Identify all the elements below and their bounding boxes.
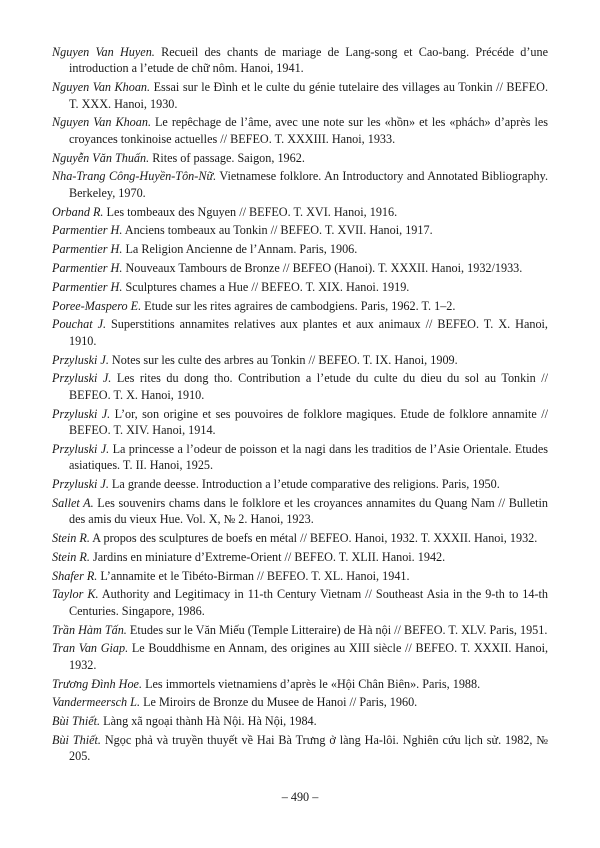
bibliography-entry [52, 168, 548, 201]
entry-text: L’or, son origine et ses pouvoires de folklore magiques. Etude de folklore annamite // BEFEO. T. XIV. Hanoi, 1914. [69, 406, 548, 437]
entry-text: Notes sur les culte des arbres au Tonkin // BEFEO. T. IX. Hanoi, 1909. [108, 352, 458, 367]
entry-author: Przyluski J. [52, 477, 109, 491]
bibliography-entry [52, 694, 548, 710]
entry-text: Les rites du dong tho. Contribution a l’etude du culte du dieu du sol au Tonkin // BEFEO. T. X. Hanoi, 1910. [69, 371, 548, 402]
entry-text: Etudes sur le Văn Miếu (Temple Litteraire) de Hà nội // BEFEO. T. XLV. Paris, 1951. [126, 622, 548, 637]
entry-author: Bùi Thiết. [52, 714, 101, 729]
entry-text: Superstitions annamites relatives aux plantes et aux animaux // BEFEO. T. X. Hanoi, 1910. [69, 317, 548, 348]
bibliography-list [52, 44, 548, 767]
entry-author: Nguyễn Văn Thuấn. [52, 150, 150, 165]
bibliography-entry [52, 568, 548, 584]
entry-text: Le repêchage de l’âme, avec une note sur les «hồn» et les «phách» d’après les croyances tonkinoise actuelles // BEFEO. T. XXXIII. Hanoi, 1933. [69, 115, 548, 146]
entry-text: Vietnamese folklore. An Introductory and Annotated Bibliography. Berkeley, 1970. [69, 169, 549, 200]
entry-author: Nguyen Van Khoan. [52, 115, 152, 130]
entry-text: Ngọc phả và truyền thuyết về Hai Bà Trưng ở làng Ha-lôi. Nghiên cứu lịch sử. 1982, № 205. [69, 732, 548, 764]
bibliography-entry [52, 44, 548, 77]
bibliography-entry [52, 79, 548, 112]
entry-author: Nguyen Van Khoan. [52, 80, 151, 95]
entry-text: Le Miroirs de Bronze du Musee de Hanoi // Paris, 1960. [140, 695, 418, 710]
bibliography-entry [52, 586, 548, 619]
entry-author: Parmentier H. [52, 279, 123, 294]
entry-text: Etude sur les rites agraires de cambodgiens. Paris, 1962. T. 1–2. [141, 298, 456, 313]
bibliography-entry [52, 150, 548, 166]
entry-author: Vandermeersch L. [52, 695, 141, 710]
bibliography-entry [52, 441, 548, 474]
entry-author: Przyluski J. [52, 352, 109, 367]
bibliography-entry [52, 260, 548, 276]
page-number: – 490 – [281, 790, 319, 804]
entry-text: Rites of passage. Saigon, 1962. [149, 150, 305, 165]
entry-author: Shafer R. [52, 568, 98, 583]
bibliography-entry [52, 316, 548, 349]
bibliography-entry [52, 352, 548, 368]
entry-text: Essai sur le Đình et le culte du génie tutelaire des villages au Tonkin // BEFEO. T. XXX. Hanoi, 1930. [69, 80, 548, 111]
entry-text: Anciens tombeaux au Tonkin // BEFEO. T. XVII. Hanoi, 1917. [122, 223, 433, 238]
entry-author: Przyluski J. [52, 406, 111, 421]
entry-author: Parmentier H. [52, 223, 123, 238]
entry-text: A propos des sculptures de boefs en métal // BEFEO. Hanoi, 1932. T. XXXII. Hanoi, 1932. [89, 531, 538, 545]
bibliography-entry [52, 279, 548, 295]
bibliography-entry [52, 114, 548, 147]
entry-text: Jardins en miniature d’Extreme-Orient // BEFEO. T. XLII. Hanoi. 1942. [89, 549, 446, 564]
bibliography-entry [52, 530, 548, 546]
entry-author: Nha-Trang Công-Huyền-Tôn-Nữ. [52, 169, 217, 184]
entry-author: Stein R. [52, 549, 90, 564]
bibliography-entry [52, 495, 548, 528]
bibliography-entry [52, 732, 548, 765]
entry-text: Sculptures chames a Hue // BEFEO. T. XIX. Hanoi. 1919. [122, 279, 410, 294]
entry-text: L’annamite et le Tibéto-Birman // BEFEO. T. XL. Hanoi, 1941. [97, 568, 410, 583]
bibliography-entry [52, 622, 548, 638]
entry-text: Le Bouddhisme en Annam, des origines au XIII siècle // BEFEO. T. XXXII. Hanoi, 1932. [69, 641, 549, 672]
bibliography-entry [52, 640, 548, 673]
entry-author: Trương Đình Hoe. [52, 676, 143, 691]
bibliography-entry [52, 676, 548, 692]
entry-text: La grande deesse. Introduction a l’etude comparative des religions. Paris, 1950. [108, 477, 500, 491]
bibliography-entry [52, 204, 548, 220]
entry-author: Przyluski J. [52, 441, 110, 456]
entry-text: Làng xã ngoại thành Hà Nội. Hà Nội, 1984. [100, 714, 317, 729]
bibliography-entry [52, 222, 548, 238]
entry-author: Tran Van Giap. [52, 641, 129, 656]
entry-author: Bùi Thiết. [52, 732, 101, 747]
entry-text: Nouveaux Tambours de Bronze // BEFEO (Hanoi). T. XXXII. Hanoi, 1932/1933. [122, 261, 523, 275]
bibliography-entry [52, 713, 548, 729]
entry-author: Parmentier H. [52, 242, 123, 257]
entry-author: Orband R. [52, 204, 104, 219]
entry-author: Trần Hàm Tấn. [52, 622, 127, 637]
entry-author: Taylor K. [52, 587, 99, 602]
bibliography-entry [52, 241, 548, 257]
bibliography-entry [52, 406, 548, 439]
entry-text: Authority and Legitimacy in 11-th Century Vietnam // Southeast Asia in the 9-th to 14-th Centuries. Singapore, 1986. [69, 587, 549, 618]
bibliography-entry [52, 549, 548, 565]
entry-author: Poree-Maspero E. [52, 298, 142, 313]
bibliography-entry [52, 476, 548, 492]
bibliography-entry [52, 370, 548, 403]
entry-author: Stein R. [52, 531, 90, 545]
entry-author: Sallet A. [52, 495, 94, 510]
bibliography-entry [52, 298, 548, 314]
entry-author: Pouchat J. [52, 317, 107, 332]
entry-text: Recueil des chants de mariage de Lang-song et Cao-bang. Précéde d’une introduction a l’etude de chữ nôm. Hanoi, 1941. [69, 45, 548, 76]
entry-author: Nguyen Van Huyen. [52, 45, 155, 59]
entry-text: La Religion Ancienne de l’Annam. Paris, 1906. [122, 242, 358, 257]
entry-text: La princesse a l’odeur de poisson et la nagi dans les traditios de l’Asie Orientale. Etudes asiatiques. T. II. Hanoi, 1925. [69, 441, 548, 473]
entry-author: Parmentier H. [52, 261, 123, 275]
entry-text: Les souvenirs chams dans le folklore et les croyances annamites du Quang Nam // Bulletin des amis du vieux Hue. Vol. X, № 2. Hanoi, 1923. [69, 495, 548, 527]
entry-text: Les tombeaux des Nguyen // BEFEO. T. XVI. Hanoi, 1916. [103, 204, 398, 219]
entry-author: Przyluski J. [52, 371, 112, 386]
entry-text: Les immortels vietnamiens d’après le «Hội Chân Biên». Paris, 1988. [142, 676, 481, 691]
